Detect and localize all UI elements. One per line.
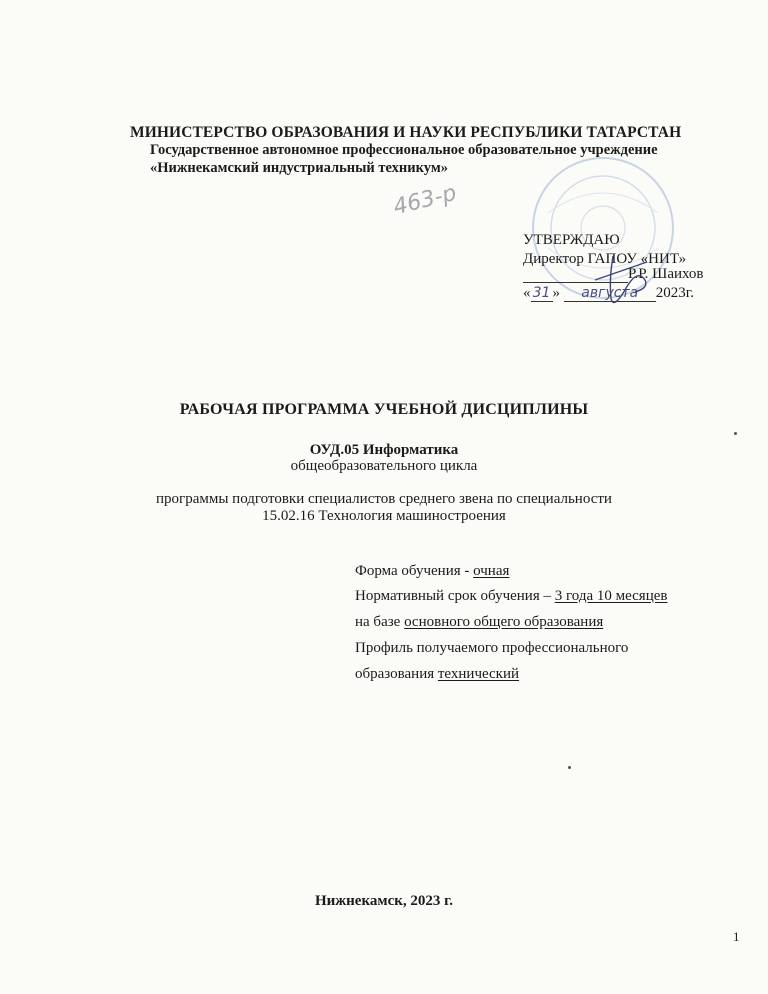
date-month: августа <box>564 285 656 302</box>
page-number: 1 <box>733 929 740 944</box>
study-term-value: 3 года 10 месяцев <box>554 588 668 604</box>
study-form <box>355 563 509 580</box>
date-open-quote: « <box>523 285 531 301</box>
profile-value: технический <box>437 666 520 682</box>
director-position: Директор ГАПОУ «НИТ» <box>523 251 687 267</box>
date-day: 31 <box>531 285 553 302</box>
education-base-label: на базе <box>355 614 405 630</box>
program-description: программы подготовки специалистов среднего звена по специальности <box>156 491 612 507</box>
date-year: 2023г. <box>655 285 694 301</box>
scan-speck <box>568 766 571 769</box>
study-term-label: Нормативный срок обучения – <box>355 588 555 604</box>
director-name: Р.Р. Шаихов <box>628 266 704 282</box>
institution-name: Государственное автономное профессиональное образовательное учреждение <box>150 142 658 158</box>
study-form-value: очная <box>473 563 510 579</box>
profile-label: Профиль получаемого профессионального <box>355 640 629 656</box>
handwritten-registration-note: 463-р <box>390 180 459 221</box>
document-title: РАБОЧАЯ ПРОГРАММА УЧЕБНОЙ ДИСЦИПЛИНЫ <box>179 401 589 418</box>
study-form-label: Форма обучения - <box>355 563 474 579</box>
scan-speck <box>734 432 737 435</box>
college-name: «Нижнекамский индустриальный техникум» <box>150 160 448 176</box>
discipline-name: ОУД.05 Информатика <box>309 442 459 458</box>
education-base <box>355 614 603 631</box>
profile <box>355 666 519 683</box>
city-year: Нижнекамск, 2023 г. <box>314 893 454 909</box>
date-close-quote: » <box>552 285 560 301</box>
director-signature <box>585 250 675 320</box>
education-base-value: основного общего образования <box>404 614 604 630</box>
ministry-title: МИНИСТЕРСТВО ОБРАЗОВАНИЯ И НАУКИ РЕСПУБЛИКИ ТАТАРСТАН <box>130 124 682 141</box>
profile-label-cont: образования <box>355 666 438 682</box>
approve-heading: УТВЕРЖДАЮ <box>523 232 620 248</box>
cycle-name: общеобразовательного цикла <box>290 458 478 474</box>
study-term <box>355 588 667 605</box>
specialty-name: 15.02.16 Технология машиностроения <box>262 508 506 524</box>
